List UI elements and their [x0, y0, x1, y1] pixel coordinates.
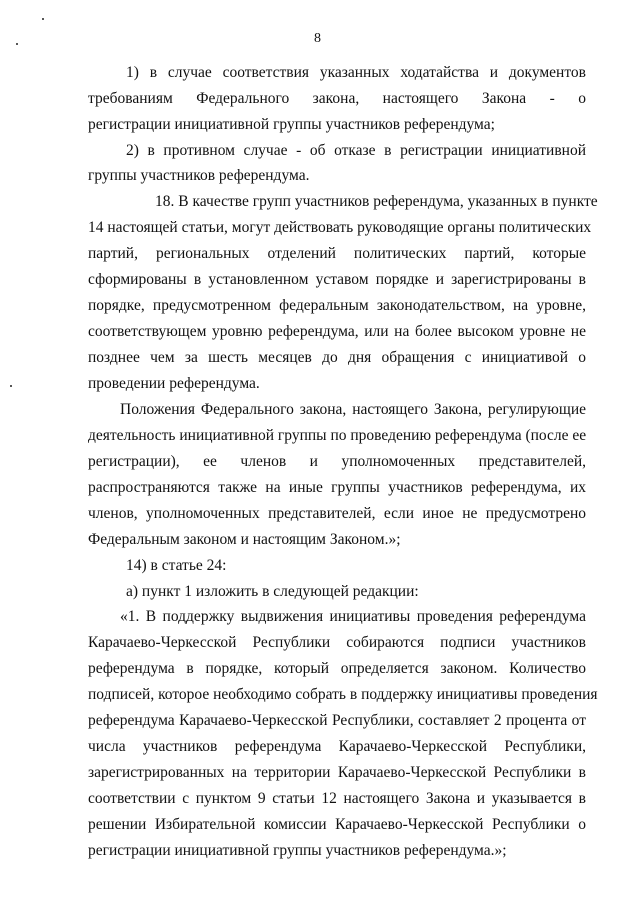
text-line: референдума Карачаево-Черкесской Республики, составляет 2 процента от [88, 712, 586, 729]
text-line: сформированы в установленном уставом порядке и зарегистрированы в [88, 271, 586, 288]
scan-speck [16, 43, 18, 45]
text-line: деятельность инициативной группы по проведению референдума (после ее [88, 427, 587, 444]
text-line: соответствующем уровню референдума, или на более высоком уровне не [88, 323, 586, 340]
text-line: членов, уполномоченных представителей, если иное не предусмотрено [88, 505, 586, 522]
text-line: регистрации инициативной группы участников референдума.»; [88, 842, 507, 859]
text-line: позднее чем за шесть месяцев до дня обращения с инициативой о [88, 349, 586, 366]
text-line: проведении референдума. [88, 375, 260, 392]
text-line: а) пункт 1 изложить в следующей редакции: [126, 583, 419, 600]
text-line: 18. В качестве групп участников референдума, указанных в пункте [155, 193, 598, 210]
text-line: порядке, предусмотренном федеральным законодательством, на уровне, [88, 297, 586, 314]
text-line: 1) в случае соответствия указанных ходатайства и документов [126, 64, 586, 81]
text-line: зарегистрированных на территории Карачаево-Черкесской Республики в [88, 764, 586, 781]
scan-speck [42, 18, 44, 20]
text-line: 14 настоящей статьи, могут действовать руководящие органы политических [88, 219, 592, 236]
text-line: распространяются также на иные группы участников референдума, их [88, 479, 586, 496]
text-line: Федеральным законом и настоящим Законом.»; [88, 531, 401, 548]
text-line: «1. В поддержку выдвижения инициативы проведения референдума [120, 608, 586, 625]
text-line: подписей, которое необходимо собрать в поддержку инициативы проведения [88, 686, 598, 703]
text-line: Карачаево-Черкесской Республики собираются подписи участников [88, 634, 586, 651]
text-line: регистрации инициативной группы участников референдума; [88, 116, 495, 133]
text-line: требованиям Федерального закона, настоящего Закона - о [88, 90, 586, 107]
text-line: регистрации), ее членов и уполномоченных представителей, [88, 453, 586, 470]
text-line: референдума в порядке, который определяется законом. Количество [88, 660, 586, 677]
text-line: партий, региональных отделений политических партий, которые [88, 245, 586, 262]
text-line: Положения Федерального закона, настоящего Закона, регулирующие [120, 401, 586, 418]
text-line: соответствии с пунктом 9 статьи 12 настоящего Закона и указывается в [88, 790, 586, 807]
text-line: 14) в статье 24: [126, 557, 227, 574]
page-number: 8 [314, 31, 321, 46]
text-line: 2) в противном случае - об отказе в регистрации инициативной [126, 142, 586, 159]
scan-speck [10, 385, 12, 387]
text-line: решении Избирательной комиссии Карачаево-Черкесской Республики о [88, 816, 586, 833]
text-line: группы участников референдума. [88, 167, 310, 184]
text-line: числа участников референдума Карачаево-Черкесской Республики, [88, 738, 586, 755]
